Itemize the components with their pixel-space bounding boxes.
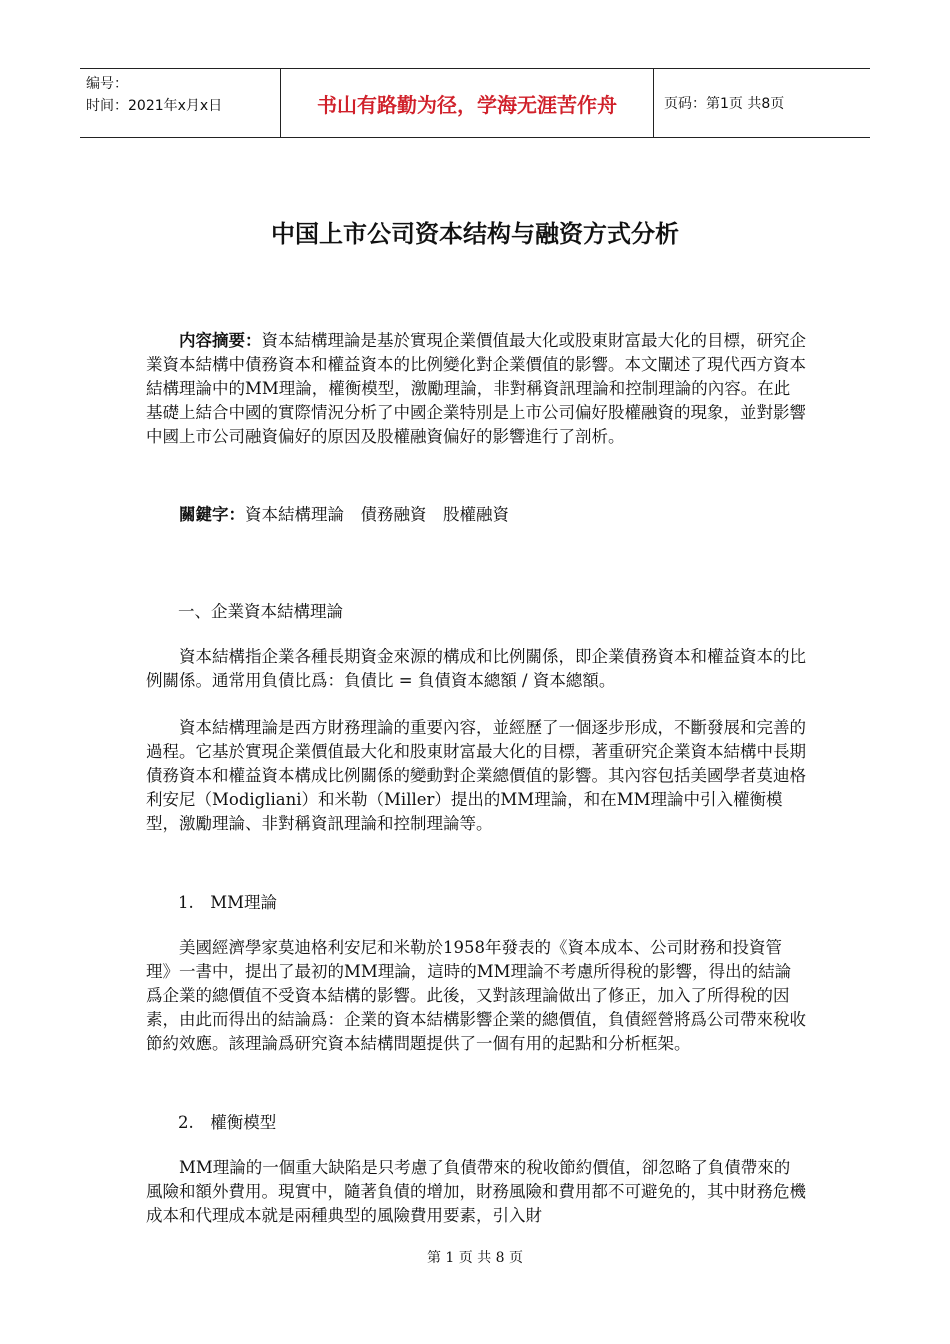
document-time-label: 时间：2021年x月x日 [86,98,223,114]
body-paragraph: 資本結構理論是西方財務理論的重要內容，並經歷了一個逐步形成，不斷發展和完善的過程。它基於實現企業價值最大化和股東財富最大化的目標，著重研究企業資本結構中長期債務資本和權益資本構成比例關係的變動對企業總價值的影響。其內容包括美國學者莫迪格利安尼（Modigliani）和米勒（Miller）提出的MM理論，和在MM理論中引入權衡模型，激勵理論、非對稱資訊理論和控制理論等。 [146,718,806,833]
abstract-text: 資本結構理論是基於實現企業價值最大化或股東財富最大化的目標，研究企業資本結構中債務資本和權益資本的比例變化對企業價值的影響。本文闡述了現代西方資本結構理論中的MM理論，權衡模型，激勵理論，非對稱資訊理論和控制理論的內容。在此基礎上結合中國的實際情況分析了中國企業特別是上市公司偏好股權融資的現象，並對影響中國上市公司融資偏好的原因及股權融資偏好的影響進行了剖析。 [146,331,806,446]
body-paragraph: 資本結構指企業各種長期資金來源的構成和比例關係，即企業債務資本和權益資本的比例關係。通常用負債比爲：負債比 = 負債資本總額 / 資本總額。 [146,647,806,690]
abstract-paragraph [146,329,806,449]
document-number-label: 编号： [86,76,128,92]
header-page-info: 页码：第1页 共8页 [664,96,785,112]
abstract-label: 内容摘要： [179,331,262,350]
keywords-line [146,503,806,527]
page-footer: 第 1 页 共 8 页 [426,1250,524,1266]
keywords-text: 資本結構理論 債務融資 股權融資 [245,505,509,524]
header-motto: 书山有路勤为径，学海无涯苦作舟 [280,69,654,137]
document-title: 中国上市公司资本结构与融资方式分析 [271,220,679,248]
page-header [80,68,870,138]
header-meta [80,69,280,137]
subsection-heading: 1. MM理論 [178,893,278,912]
body-paragraph: MM理論的一個重大缺陷是只考慮了負債帶來的稅收節約價值，卻忽略了負債帶來的風險和額外費用。現實中，隨著負債的增加，財務風險和費用都不可避免的，其中財務危機成本和代理成本就是兩種典型的風險費用要素，引入財 [146,1158,806,1225]
body-paragraph: 美國經濟學家莫迪格利安尼和米勒於1958年發表的《資本成本、公司財務和投資管理》一書中，提出了最初的MM理論，這時的MM理論不考慮所得稅的影響，得出的結論爲企業的總價值不受資本結構的影響。此後，又對該理論做出了修正，加入了所得稅的因素，由此而得出的結論爲：企業的資本結構影響企業的總價值，負債經營將爲公司帶來稅收節約效應。該理論爲研究資本結構問題提供了一個有用的起點和分析框架。 [146,938,806,1053]
keywords-label: 關鍵字： [179,505,245,524]
subsection-heading: 2. 權衡模型 [178,1113,277,1132]
section-heading: 一、企業資本結構理論 [178,602,343,621]
